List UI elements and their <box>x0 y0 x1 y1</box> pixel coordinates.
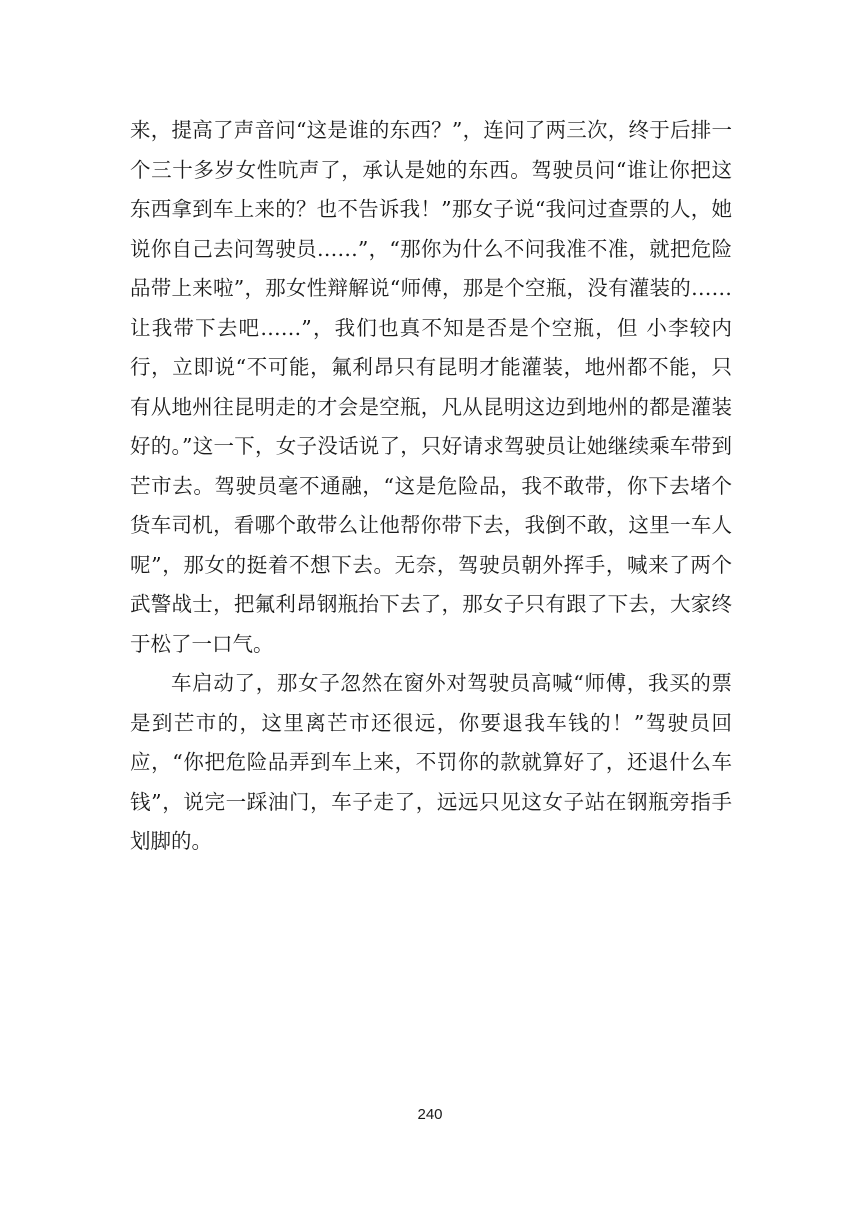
paragraph-continued: 来，提高了声音问“这是谁的东西？”，连问了两三次，终于后排一个三十多岁女性吭声了，承认是她的东西。驾驶员问“谁让你把这东西拿到车上来的？也不告诉我！”那女子说“我问过查票的人，她说你自己去问驾驶员……”，“那你为什么不问我准不准，就把危险品带上来啦”，那女性辩解说“师傅，那是个空瓶，没有灌装的……让我带下去吧……”，我们也真不知是否是个空瓶，但 小李较内行，立即说“不可能，氟利昂只有昆明才能灌装，地州都不能，只有从地州往昆明走的才会是空瓶，凡从昆明这边到地州的都是灌装好的。”这一下，女子没话说了，只好请求驾驶员让她继续乘车带到芒市去。驾驶员毫不通融，“这是危险品，我不敢带，你下去堵个货车司机，看哪个敢带么让他帮你带下去，我倒不敢，这里一车人呢”，那女的挺着不想下去。无奈，驾驶员朝外挥手，喊来了两个武警战士，把氟利昂钢瓶抬下去了，那女子只有跟了下去，大家终于松了一口气。 <box>130 118 732 656</box>
body-text <box>130 111 732 862</box>
page-number: 240 <box>417 1106 443 1123</box>
paragraph: 车启动了，那女子忽然在窗外对驾驶员高喊“师傅，我买的票是到芒市的，这里离芒市还很远，你要退我车钱的！”驾驶员回应，“你把危险品弄到车上来，不罚你的款就算好了，还退什么车钱”，说完一踩油门，车子走了，远远只见这女子站在钢瓶旁指手划脚的。 <box>130 671 732 853</box>
